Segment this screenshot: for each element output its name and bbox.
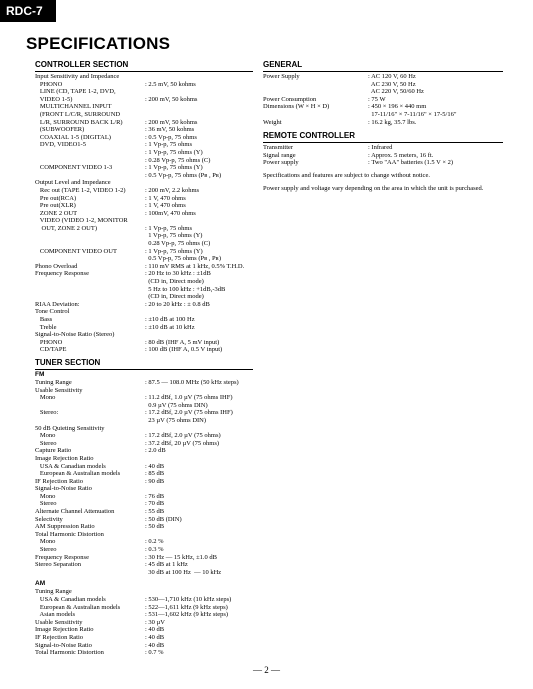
spec-row [35, 301, 253, 309]
spec-row [35, 417, 253, 425]
controller-spec-list [35, 73, 253, 354]
model-tag: RDC-7 [0, 0, 56, 22]
spec-row [35, 561, 253, 569]
spec-value: : 16.2 kg, 35.7 lbs. [368, 118, 417, 126]
spec-row [35, 538, 253, 546]
spec-row [263, 73, 503, 81]
spec-label: Mono [35, 432, 56, 440]
spec-label: AM Suppression Ratio [35, 523, 95, 531]
spec-row [35, 485, 253, 493]
spec-row [35, 96, 253, 104]
controller-section-heading: CONTROLLER SECTION [35, 60, 253, 72]
spec-row [35, 232, 253, 240]
spec-row [35, 293, 253, 301]
spec-row [35, 447, 253, 455]
spec-row [35, 278, 253, 286]
spec-row [263, 119, 503, 127]
spec-label: LINE (CD, TAPE 1-2, DVD, [35, 88, 116, 96]
spec-value: : 45 dB at 1 kHz [145, 561, 188, 569]
spec-label [35, 293, 145, 301]
spec-value: : AC 120 V, 60 Hz [368, 73, 416, 80]
spec-value: : ±10 dB at 100 Hz [145, 316, 195, 323]
spec-value [145, 103, 253, 111]
spec-row [35, 425, 253, 433]
spec-value [145, 588, 253, 596]
spec-label: VIDEO 1-5) [35, 95, 73, 103]
spec-row [35, 611, 253, 619]
spec-row [263, 88, 503, 96]
spec-label: VIDEO (VIDEO 1-2, MONITOR [35, 217, 128, 225]
spec-value: : 50 dB (DIN) [145, 515, 182, 523]
spec-label [35, 240, 145, 248]
spec-row [35, 263, 253, 271]
spec-row [35, 470, 253, 478]
tuner-section-heading: TUNER SECTION [35, 358, 253, 370]
spec-value: : 1 V, 470 ohms [145, 194, 186, 202]
spec-value: : 20 to 20 kHz : ± 0.8 dB [145, 300, 210, 308]
spec-value: 0.5 Vp-p, 75 ohms (Pʙ , Pʀ) [145, 255, 222, 263]
spec-row [35, 626, 253, 634]
spec-row [263, 81, 503, 89]
spec-label: Pre out(XLR) [35, 202, 76, 210]
spec-row [35, 149, 253, 157]
spec-label: (FRONT L/C/R, SURROUND [35, 110, 121, 118]
spec-label: Image Rejection Ratio [35, 626, 94, 634]
spec-label: Tone Control [35, 308, 70, 316]
spec-value: : 200 mV, 50 kohms [145, 95, 198, 103]
spec-value: : 1 Vp-p, 75 ohms (Y) [145, 164, 203, 172]
spec-value: : 1 Vp-p, 75 ohms (Y) [145, 247, 203, 255]
spec-value: : 0.2 % [145, 538, 164, 546]
spec-label: USA & Canadian models [35, 462, 106, 470]
spec-label: Signal-to-Noise Ratio [35, 641, 92, 649]
spec-row [35, 217, 253, 225]
spec-row [35, 409, 253, 417]
spec-value [145, 331, 253, 339]
spec-label: Power Consumption [263, 95, 317, 103]
spec-value: : Approx. 5 meters, 16 ft. [368, 151, 434, 159]
spec-value: : Two "AA" batteries (1.5 V × 2) [368, 159, 454, 167]
spec-label: Mono [35, 492, 56, 500]
left-column [35, 60, 253, 657]
spec-row [35, 248, 253, 256]
spec-value: AC 230 V, 50 Hz [368, 80, 416, 88]
spec-row [35, 478, 253, 486]
spec-label [263, 111, 368, 119]
spec-label: DVD, VIDEO1-5 [35, 141, 86, 149]
spec-row [35, 588, 253, 596]
spec-label: Dimensions (W × H × D) [263, 103, 330, 111]
spec-row [35, 604, 253, 612]
spec-value: : 40 dB [145, 641, 165, 649]
spec-value [145, 179, 253, 187]
spec-row [35, 569, 253, 577]
spec-value: : Infrared [368, 144, 393, 152]
spec-value: : 40 dB [145, 626, 165, 634]
spec-label [35, 232, 145, 240]
spec-row [35, 463, 253, 471]
spec-value: : 90 dB [145, 477, 165, 485]
spec-value: : 85 dB [145, 470, 165, 478]
spec-value: : 11.2 dBf, 1.0 µV (75 ohms IHF) [145, 394, 233, 402]
spec-value: 23 µV (75 ohms DIN) [145, 416, 207, 424]
spec-label: Frequency Response [35, 553, 89, 561]
spec-row [35, 387, 253, 395]
fm-subheading: FM [35, 370, 45, 378]
spec-row [35, 270, 253, 278]
spec-value: : 17.2 dBf, 2.0 µV (75 ohms IHF) [145, 409, 233, 417]
spec-label: 50 dB Quieting Sensitivity [35, 424, 105, 432]
spec-row [35, 331, 253, 339]
power-supply-note: Power supply and voltage vary depending on the area in which the unit is purchased. [263, 184, 484, 192]
spec-value: : 1 V, 470 ohms [145, 202, 186, 210]
spec-row [35, 531, 253, 539]
spec-value: : ±10 dB at 10 kHz [145, 323, 195, 331]
spec-label: Alternate Channel Attenuation [35, 508, 115, 516]
spec-label: Signal-to-Noise Ratio [35, 485, 92, 493]
spec-change-note: Specifications and features are subject to change without notice. [263, 171, 430, 179]
spec-label: Rec out (TAPE 1-2, VIDEO 1-2) [35, 186, 126, 194]
spec-label: Mono [35, 538, 56, 546]
spec-row [35, 440, 253, 448]
remote-section-heading: REMOTE CONTROLLER [263, 131, 503, 143]
spec-value [145, 387, 253, 395]
spec-label: Total Harmonic Distortion [35, 530, 104, 538]
spec-row [35, 523, 253, 531]
spec-value: AC 220 V, 50/60 Hz [368, 88, 424, 96]
spec-label [35, 286, 145, 294]
spec-label: Tuning Range [35, 378, 72, 386]
spec-value: : 30 µV [145, 618, 165, 626]
spec-value: : 1 Vp-p, 75 ohms (Y) [145, 148, 203, 156]
spec-label: Stereo: [35, 409, 59, 417]
spec-label: Bass [35, 316, 53, 323]
spec-value: : 36 mV, 50 kohms [145, 126, 195, 134]
spec-row [35, 111, 253, 119]
fm-spec-list [35, 379, 253, 576]
spec-row [263, 159, 503, 167]
spec-value: 1 Vp-p, 75 ohms (Y) [145, 232, 203, 240]
spec-row [35, 402, 253, 410]
spec-value: : 200 mV, 2.2 kohms [145, 186, 200, 194]
spec-row [35, 554, 253, 562]
spec-label: Frequency Response [35, 270, 89, 278]
spec-value [145, 217, 253, 225]
spec-row [35, 649, 253, 657]
spec-value: 30 dB at 100 Hz — 10 kHz [145, 568, 222, 576]
spec-row [35, 286, 253, 294]
spec-label [35, 255, 145, 263]
spec-row [35, 103, 253, 111]
spec-row [35, 508, 253, 516]
spec-row [35, 596, 253, 604]
spec-value [145, 455, 253, 463]
spec-value: : 100 dB (IHF A, 0.5 V input) [145, 346, 223, 354]
spec-value: : 200 mV, 50 kohms [145, 118, 198, 126]
spec-value: : 0.3 % [145, 546, 164, 554]
spec-label: COAXIAL 1-5 (DIGITAL) [35, 133, 111, 141]
am-subheading: AM [35, 580, 46, 588]
spec-value: 5 Hz to 100 kHz : +1dB,-3dB [145, 285, 226, 293]
spec-row [35, 634, 253, 642]
spec-value: : 522—1,611 kHz (9 kHz steps) [145, 603, 228, 611]
spec-value: : 75 W [368, 95, 386, 103]
spec-row [35, 432, 253, 440]
general-section-heading: GENERAL [263, 60, 503, 72]
spec-label: OUT, ZONE 2 OUT) [35, 224, 97, 232]
spec-label: Output Level and Impedance [35, 179, 111, 187]
spec-value: (CD in, Direct mode) [145, 278, 204, 286]
spec-row [35, 119, 253, 127]
spec-label: Image Rejection Ratio [35, 454, 94, 462]
spec-value: : 530—1,710 kHz (10 kHz steps) [145, 596, 232, 603]
spec-label: ZONE 2 OUT [35, 209, 78, 217]
spec-row [35, 516, 253, 524]
spec-label: Total Harmonic Distortion [35, 649, 104, 657]
spec-value: : 450 × 196 × 440 mm [368, 103, 427, 111]
spec-value: (CD in, Direct mode) [145, 293, 204, 301]
spec-value: : 80 dB (IHF A, 5 mV input) [145, 338, 220, 346]
spec-row [35, 346, 253, 354]
spec-label: Signal-to-Noise Ratio (Stereo) [35, 331, 115, 339]
spec-value: : 55 dB [145, 508, 165, 516]
spec-row [35, 164, 253, 172]
spec-row [263, 152, 503, 160]
remote-spec-list [263, 144, 503, 167]
spec-value: : 76 dB [145, 492, 165, 500]
spec-value [145, 308, 253, 316]
spec-label: Stereo [35, 500, 57, 508]
spec-row [35, 240, 253, 248]
spec-value [145, 531, 253, 539]
spec-label: Power Supply [263, 73, 300, 80]
spec-value: 0.28 Vp-p, 75 ohms (C) [145, 240, 211, 248]
spec-label [263, 81, 368, 89]
spec-label: COMPONENT VIDEO OUT [35, 247, 117, 255]
spec-value: : 20 Hz to 30 kHz : ±1dB [145, 270, 211, 278]
spec-label: Input Sensitivity and Impedance [35, 73, 120, 80]
spec-value: : 1 Vp-p, 75 ohms [145, 141, 193, 149]
spec-value: : 2.0 dB [145, 447, 166, 455]
spec-label: Phono Overload [35, 262, 78, 270]
spec-row [35, 339, 253, 347]
spec-label: Pre out(RCA) [35, 194, 77, 202]
spec-value: : 70 dB [145, 500, 165, 508]
spec-label: Usable Sensitivity [35, 386, 83, 394]
general-spec-list [263, 73, 503, 126]
spec-row [35, 179, 253, 187]
spec-label: IF Rejection Ratio [35, 477, 84, 485]
spec-label: Stereo Separation [35, 561, 82, 569]
spec-label: Asian models [35, 611, 76, 619]
spec-label: Signal range [263, 151, 296, 159]
spec-row [35, 379, 253, 387]
spec-row [35, 455, 253, 463]
spec-label: MULTICHANNEL INPUT [35, 103, 112, 111]
right-column [263, 60, 503, 192]
spec-value: : 531—1,602 kHz (9 kHz steps) [145, 611, 229, 619]
spec-value: : 17.2 dBf, 2.0 µV (75 ohms) [145, 432, 221, 440]
spec-row [263, 96, 503, 104]
spec-label: L/R, SURROUND BACK L/R) [35, 118, 123, 126]
spec-row [35, 493, 253, 501]
spec-label: Usable Sensitivity [35, 618, 83, 626]
spec-row [35, 225, 253, 233]
spec-label: European & Australian models [35, 470, 121, 478]
spec-value: : 0.7 % [145, 649, 164, 657]
spec-row [35, 187, 253, 195]
spec-value [145, 111, 253, 119]
spec-row [35, 202, 253, 210]
spec-label [35, 569, 145, 577]
spec-row [35, 324, 253, 332]
spec-label: Tuning Range [35, 588, 72, 596]
spec-row [263, 111, 503, 119]
spec-label: European & Australian models [35, 603, 121, 611]
spec-label [35, 172, 145, 180]
spec-value: : 0.5 Vp-p, 75 ohms (Pʙ , Pʀ) [145, 171, 222, 179]
spec-label [35, 157, 145, 165]
spec-label: Stereo [35, 439, 57, 447]
spec-value: : 100mV, 470 ohms [145, 209, 196, 217]
spec-row [35, 141, 253, 149]
spec-row [35, 157, 253, 165]
spec-label: Selectivity [35, 515, 63, 523]
spec-label: Weight [263, 118, 282, 126]
spec-label [35, 417, 145, 425]
spec-row [35, 134, 253, 142]
spec-label [263, 88, 368, 96]
spec-value: : 1 Vp-p, 75 ohms [145, 224, 193, 232]
spec-label: COMPONENT VIDEO 1-3 [35, 164, 113, 172]
spec-row [263, 103, 503, 111]
spec-row [35, 308, 253, 316]
page-title: SPECIFICATIONS [26, 34, 171, 53]
spec-label: PHONO [35, 338, 63, 346]
spec-label: IF Rejection Ratio [35, 633, 84, 641]
spec-row [35, 195, 253, 203]
spec-value: : 40 dB [145, 462, 165, 470]
spec-label: USA & Canadian models [35, 596, 106, 603]
spec-row [35, 73, 253, 81]
spec-row [35, 210, 253, 218]
spec-label: Transmitter [263, 144, 294, 152]
spec-row [35, 172, 253, 180]
spec-value: : 2.5 mV, 50 kohms [145, 80, 196, 88]
spec-row [35, 255, 253, 263]
spec-label [35, 149, 145, 157]
spec-row [35, 81, 253, 89]
spec-row [263, 144, 503, 152]
spec-label: PHONO [35, 80, 63, 88]
spec-row [35, 642, 253, 650]
spec-value: : 30 Hz — 15 kHz, ±1.0 dB [145, 553, 217, 561]
spec-label: Mono [35, 394, 56, 402]
spec-value: 17-11/16" × 7-11/16" × 17-5/16" [368, 110, 457, 118]
spec-value: : 37.2 dBf, 20 µV (75 ohms) [145, 439, 220, 447]
spec-label: Treble [35, 323, 57, 331]
spec-value [145, 73, 253, 81]
spec-value: : 110 mV RMS at 1 kHz, 0.5% T.H.D. [145, 262, 245, 270]
spec-row [35, 126, 253, 134]
spec-value: : 50 dB [145, 523, 165, 531]
spec-value: : 0.5 Vp-p, 75 ohms [145, 133, 197, 141]
spec-value: : 40 dB [145, 633, 165, 641]
spec-value: : 0.28 Vp-p, 75 ohms (C) [145, 156, 211, 164]
spec-label: Capture Ratio [35, 447, 72, 455]
spec-row [35, 394, 253, 402]
spec-label: Power supply [263, 159, 299, 167]
spec-label: RIAA Deviation: [35, 300, 80, 308]
spec-label: Stereo [35, 546, 57, 554]
am-spec-list [35, 588, 253, 656]
spec-label [35, 278, 145, 286]
spec-label [35, 402, 145, 410]
spec-row [35, 500, 253, 508]
spec-value [145, 425, 253, 433]
spec-value [145, 485, 253, 493]
page-number: — 2 — [253, 665, 280, 675]
spec-row [35, 546, 253, 554]
spec-row [35, 619, 253, 627]
spec-row [35, 88, 253, 96]
spec-value [145, 88, 253, 96]
spec-label: CD/TAPE [35, 346, 67, 354]
spec-label: (SUBWOOFER) [35, 126, 85, 134]
spec-value: 0.9 µV (75 ohms DIN) [145, 401, 208, 409]
spec-value: : 87.5 — 108.0 MHz (50 kHz steps) [145, 378, 239, 386]
spec-row [35, 316, 253, 324]
